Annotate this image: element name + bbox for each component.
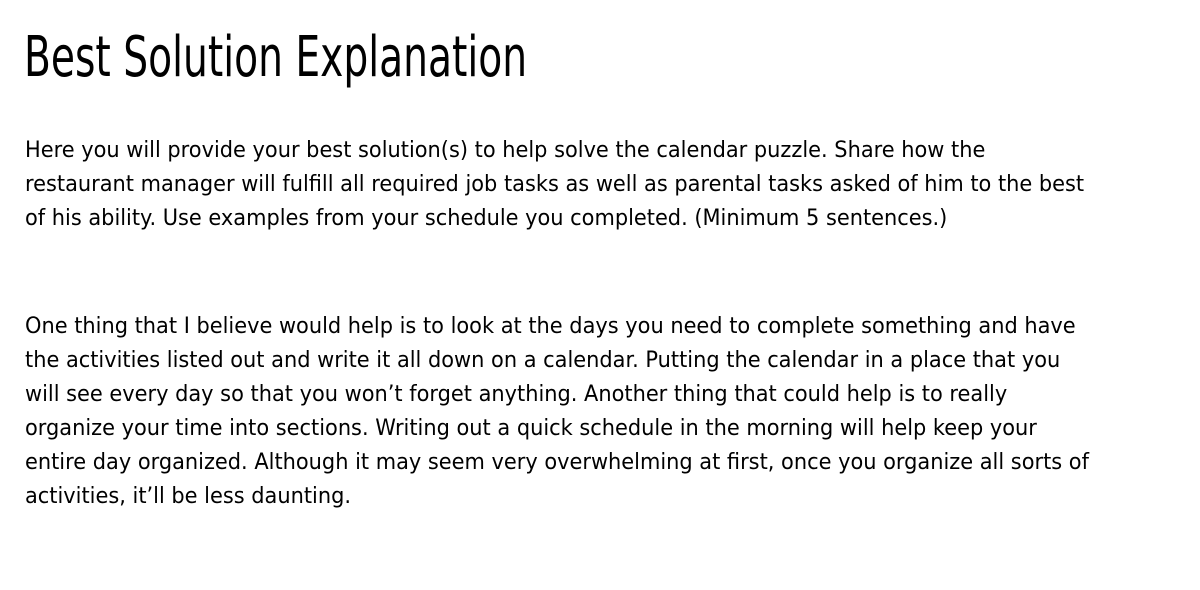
answer-line: the activities listed out and write it all down on a calendar. Putting the calendar in a place that you — [25, 348, 1061, 373]
prompt-line: Here you will provide your best solution(s) to help solve the calendar puzzle. Share how the — [25, 138, 986, 163]
prompt-line: of his ability. Use examples from your schedule you completed. (Minimum 5 sentences.) — [25, 206, 948, 231]
slide-title: Best Solution Explanation — [24, 25, 528, 90]
answer-line: will see every day so that you won’t forget anything. Another thing that could help is to really — [25, 382, 1008, 407]
prompt-line: restaurant manager will fulfill all required job tasks as well as parental tasks asked of him to the best — [25, 172, 1085, 197]
prompt-paragraph — [25, 134, 1118, 236]
answer-line: One thing that I believe would help is to look at the days you need to complete something and have — [25, 314, 1076, 339]
answer-line: entire day organized. Although it may seem very overwhelming at first, once you organize all sorts of — [25, 450, 1089, 475]
answer-paragraph — [25, 310, 1118, 514]
answer-line: activities, it’ll be less daunting. — [25, 484, 351, 509]
answer-line: organize your time into sections. Writing out a quick schedule in the morning will help keep your — [25, 416, 1037, 441]
